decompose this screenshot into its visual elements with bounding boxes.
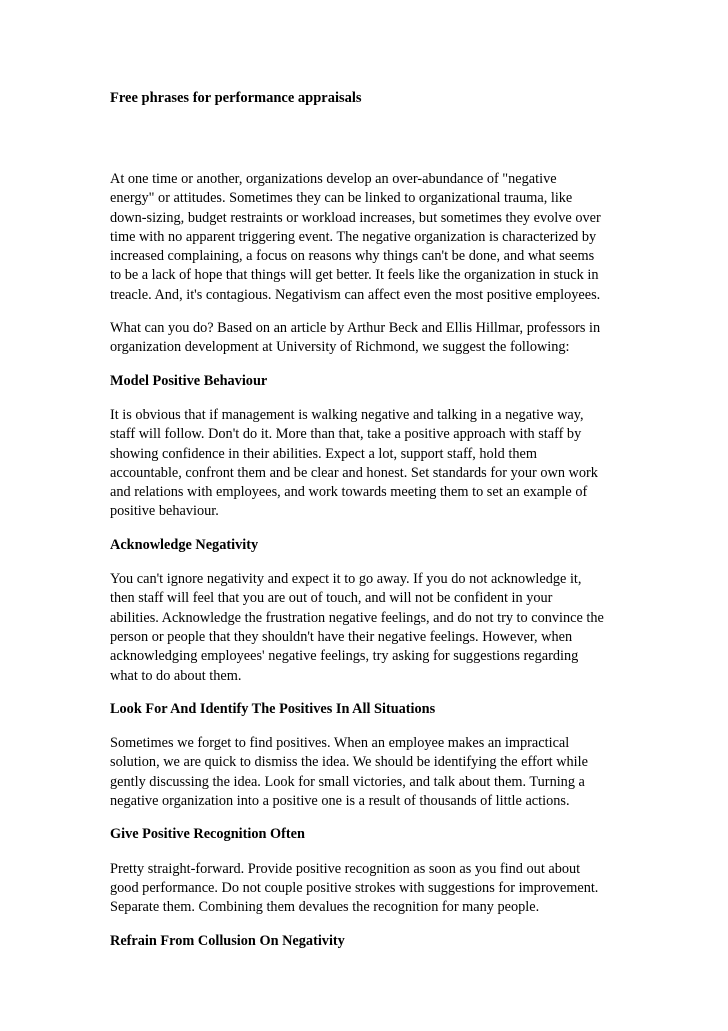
paragraph-line: abilities. Acknowledge the frustration negative feelings, and do not try to convince the (110, 609, 604, 626)
paragraph-line: At one time or another, organizations develop an over-abundance of "negative (110, 171, 557, 187)
paragraph-line: Separate them. Combining them devalues the recognition for many people. (110, 899, 540, 916)
question-paragraph (110, 319, 622, 358)
intro-paragraph (110, 170, 622, 305)
heading-text: Refrain From Collusion On Negativity (110, 932, 345, 949)
paragraph-line: person or people that they shouldn't have their negative feelings. However, when (110, 628, 573, 645)
paragraph-line: Pretty straight-forward. Provide positive recognition as soon as you find out about (110, 860, 581, 877)
paragraph-line: organization development at University of Richmond, we suggest the following: (110, 339, 570, 356)
heading-text: Acknowledge Negativity (110, 536, 259, 553)
paragraph-line: acknowledging employees' negative feelings, try asking for suggestions regarding (110, 648, 579, 665)
paragraph-line: time with no apparent triggering event. The negative organization is characterized by (110, 228, 597, 245)
paragraph-line: accountable, confront them and be clear and honest. Set standards for your own work (110, 464, 598, 481)
paragraph-line: solution, we are quick to dismiss the idea. We should be identifying the effort while (110, 754, 588, 771)
acknowledge-negativity-paragraph (110, 570, 622, 686)
paragraph-line: staff will follow. Don't do it. More than that, take a positive approach with staff by (110, 426, 582, 443)
look-for-positives-paragraph (110, 734, 622, 811)
heading-look-for-positives (110, 700, 622, 719)
paragraph-line: good performance. Do not couple positive strokes with suggestions for improvement. (110, 879, 599, 896)
paragraph-line: positive behaviour. (110, 503, 219, 520)
model-positive-behaviour-paragraph (110, 406, 622, 522)
heading-give-positive-recognition (110, 825, 622, 844)
heading-text: Give Positive Recognition Often (110, 826, 305, 843)
document-body (110, 170, 622, 966)
heading-model-positive-behaviour (110, 372, 622, 391)
paragraph-line: gently discussing the idea. Look for small victories, and talk about them. Turning a (110, 773, 585, 790)
paragraph-line: What can you do? Based on an article by Arthur Beck and Ellis Hillmar, professors in (110, 320, 601, 337)
paragraph-line: increased complaining, a focus on reasons why things can't be done, and what seems (110, 248, 595, 265)
paragraph-line: to be a lack of hope that things will get better. It feels like the organization in stuck in (110, 267, 599, 284)
paragraph-line: showing confidence in their abilities. Expect a lot, support staff, hold them (110, 445, 537, 462)
paragraph-line: then staff will feel that you are out of touch, and will not be confident in your (110, 590, 553, 607)
paragraph-line: negative organization into a positive one is a result of thousands of little actions. (110, 793, 570, 810)
paragraph-line: treacle. And, it's contagious. Negativism can affect even the most positive employees. (110, 286, 601, 303)
paragraph-line: down-sizing, budget restraints or workload increases, but sometimes they evolve over (110, 209, 601, 226)
paragraph-line: energy" or attitudes. Sometimes they can be linked to organizational trauma, like (110, 190, 573, 207)
paragraph-line: and relations with employees, and work towards meeting them to set an example of (110, 484, 588, 501)
paragraph-line: Sometimes we forget to find positives. When an employee makes an impractical (110, 735, 570, 752)
paragraph-line: You can't ignore negativity and expect it to go away. If you do not acknowledge it, (110, 571, 582, 588)
heading-text: Model Positive Behaviour (110, 372, 268, 389)
heading-text: Look For And Identify The Positives In All Situations (110, 700, 436, 717)
document-title: Free phrases for performance appraisals (110, 90, 362, 106)
give-positive-recognition-paragraph (110, 860, 622, 918)
heading-acknowledge-negativity (110, 536, 622, 555)
heading-refrain-from-collusion (110, 932, 622, 951)
paragraph-line: what to do about them. (110, 667, 242, 684)
paragraph-line: It is obvious that if management is walking negative and talking in a negative way, (110, 406, 584, 423)
